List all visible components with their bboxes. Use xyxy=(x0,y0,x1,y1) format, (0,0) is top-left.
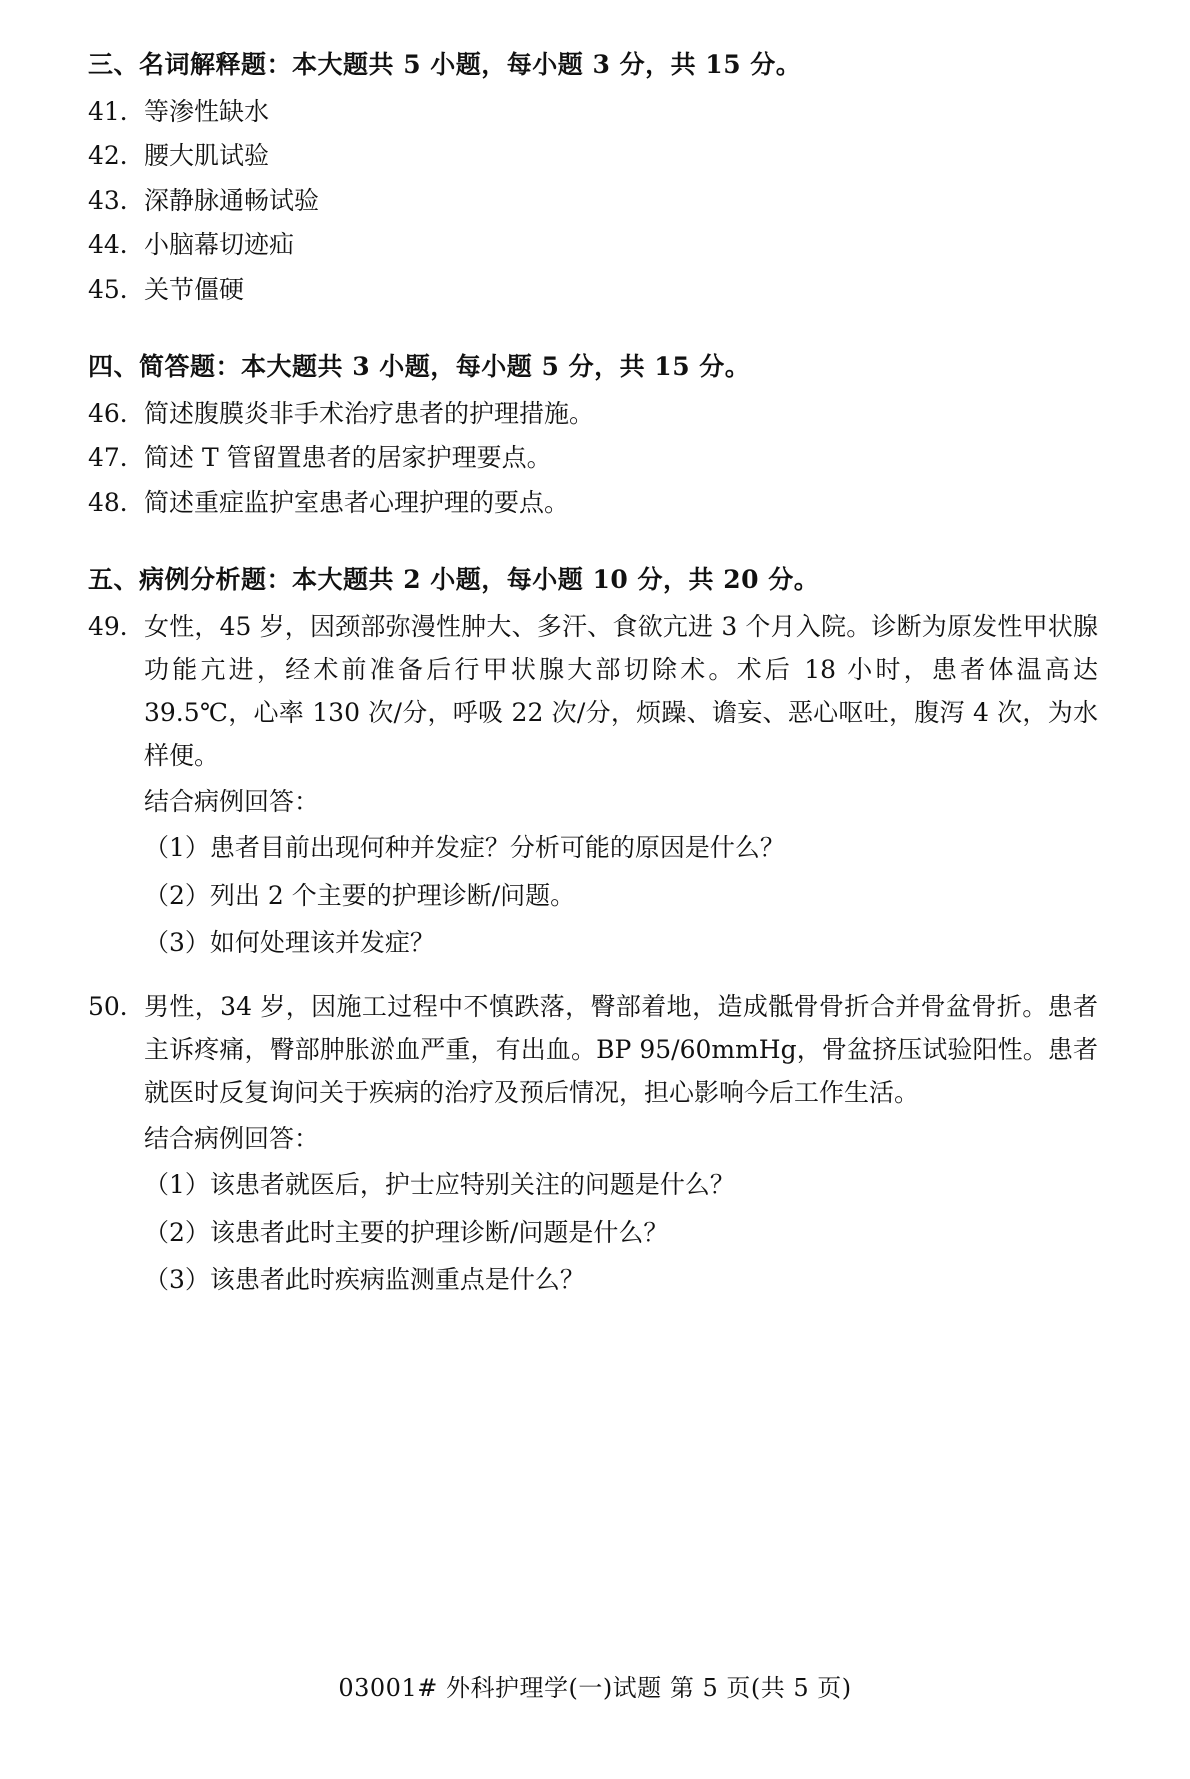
section-heading-terms: 三、名词解释题：本大题共 5 小题，每小题 3 分，共 15 分。 xyxy=(88,50,802,79)
section-spacer xyxy=(88,312,1098,348)
case-content xyxy=(144,985,1098,1304)
question-item xyxy=(88,436,1098,481)
section-heading-case-analysis: 五、病例分析题：本大题共 2 小题，每小题 10 分，共 20 分。 xyxy=(88,565,820,594)
question-text: 关节僵硬 xyxy=(144,274,245,304)
question-item xyxy=(88,268,1098,313)
question-number: 46． xyxy=(88,398,145,428)
question-text: 小脑幕切迹疝 xyxy=(144,230,295,259)
case-answer-lead: 结合病例回答： xyxy=(144,786,320,816)
section-heading-short-answer: 四、简答题：本大题共 3 小题，每小题 5 分，共 15 分。 xyxy=(88,352,751,381)
case-subquestion: （3）该患者此时疾病监测重点是什么？ xyxy=(144,1265,585,1294)
case-content xyxy=(144,605,1098,967)
question-text: 简述腹膜炎非手术治疗患者的护理措施。 xyxy=(144,398,595,428)
question-item xyxy=(88,392,1098,437)
question-text: 腰大肌试验 xyxy=(144,141,270,170)
question-text: 简述 T 管留置患者的居家护理要点。 xyxy=(144,443,552,472)
question-number: 44． xyxy=(88,230,145,259)
case-body-text: 男性，34 岁，因施工过程中不慎跌落，臀部着地，造成骶骨骨折合并骨盆骨折。患者主诉疼痛，臀部肿胀淤血严重，有出血。BP 95/60mmHg，骨盆挤压试验阳性。患者就医时反复询问关于疾病的治疗及预后情况，担心影响今后工作生活。 xyxy=(144,991,1098,1107)
section-spacer xyxy=(88,525,1098,561)
case-subquestion: （3）如何处理该并发症？ xyxy=(144,928,435,957)
case-subquestion: （2）列出 2 个主要的护理诊断/问题。 xyxy=(144,880,576,910)
case-subquestion: （1）该患者就医后，护士应特别关注的问题是什么？ xyxy=(144,1170,735,1199)
question-item xyxy=(88,90,1098,135)
page-content xyxy=(88,46,1098,1304)
case-item xyxy=(88,985,1098,1304)
question-number: 41． xyxy=(88,96,145,126)
question-text: 等渗性缺水 xyxy=(144,96,270,126)
question-number: 49． xyxy=(88,611,145,641)
question-item xyxy=(88,134,1098,179)
question-number: 48． xyxy=(88,487,145,517)
question-item xyxy=(88,179,1098,224)
question-text: 简述重症监护室患者心理护理的要点。 xyxy=(144,487,570,517)
question-text: 深静脉通畅试验 xyxy=(144,185,320,215)
question-number: 50． xyxy=(88,991,145,1021)
case-body-text: 女性，45 岁，因颈部弥漫性肿大、多汗、食欲亢进 3 个月入院。诊断为原发性甲状腺功能亢进，经术前准备后行甲状腺大部切除术。术后 18 小时，患者体温高达 39.5℃，心率 130 次/分，呼吸 22 次/分，烦躁、谵妄、恶心呕吐，腹泻 4 次，为水样便。 xyxy=(144,611,1098,770)
case-spacer xyxy=(88,967,1098,981)
question-item xyxy=(88,223,1098,268)
question-number: 42． xyxy=(88,141,145,170)
question-number: 45． xyxy=(88,274,145,304)
question-item xyxy=(88,481,1098,526)
case-subquestion: （1）患者目前出现何种并发症？分析可能的原因是什么？ xyxy=(144,833,785,862)
case-subquestion: （2）该患者此时主要的护理诊断/问题是什么？ xyxy=(144,1217,669,1247)
question-number: 47． xyxy=(88,443,145,472)
question-number: 43． xyxy=(88,185,145,215)
case-answer-lead: 结合病例回答： xyxy=(144,1123,320,1153)
case-item xyxy=(88,605,1098,967)
page-footer: 03001# 外科护理学(一)试题 第 5 页(共 5 页) xyxy=(338,1674,852,1702)
